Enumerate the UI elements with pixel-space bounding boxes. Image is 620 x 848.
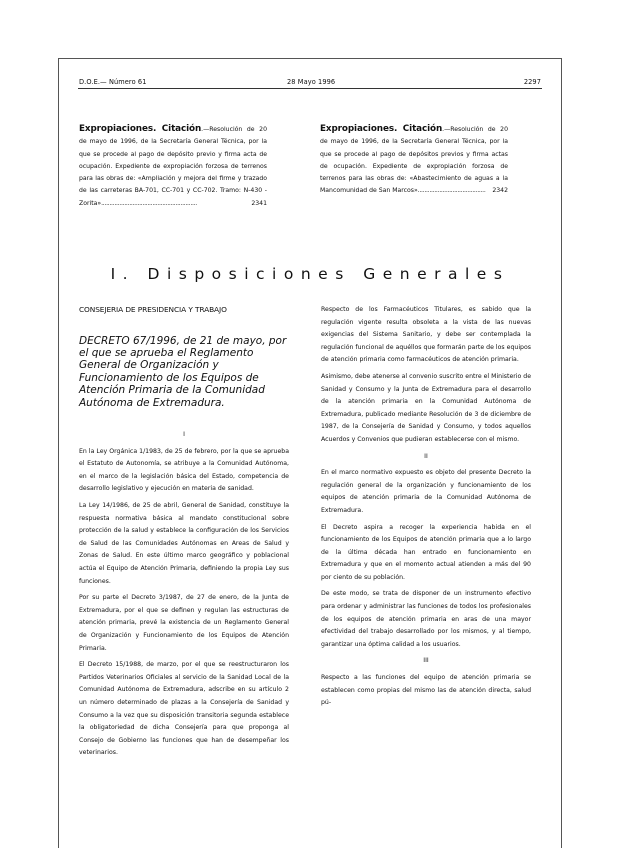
summary-text: .—Resolución de 20 de mayo de 1996, de la Secretaría General Técnica, por la que se procede al pago de depósito previo y firma acta de ocupación. Expediente de expropiación forzosa de terrenos para las obras de: «Ampliación y mejora del firme y trazado de las carreteras BA-701, CC-701 y CC-702. Tramo: N-430 - Zorita» [79,126,267,207]
paragraph: Asimismo, debe atenerse al convenio suscrito entre el Ministerio de Sanidad y Consumo y la Junta de Extremadura para el desarrollo de la atención primaria en la Comunidad Autónoma de Extremadura, publicado mediante Resolución de 3 de diciembre de 1987, de la Consejería de Sanidad y Consumo, y todos aquellos Acuerdos y Convenios que pudieran establecerse con el mismo. [321,372,532,443]
summary-leader-dots: .......................................................... [101,199,197,207]
section-numeral: III [423,657,429,665]
summary-title: Expropiaciones. Citación [320,124,443,134]
right-column [321,304,531,714]
summary-leader-dots: ......................................... [417,187,486,195]
section-numeral: I [183,431,185,439]
paragraph: El Decreto 15/1988, de marzo, por el que se reestructuraron los Partidos Veterinarios Oficiales al servicio de la Sanidad Local de la Comunidad Autónoma de Extremadura, adscribe en su artículo 2 un número determinado de plazas a la Consejería de Sanidad y Consumo a la vez que su disposición transitoria segunda establece la obligatoriedad de dicha Consejería para que proponga al Consejo de Gobierno las funciones que han de desempeñar los veterinarios. [79,661,289,757]
paragraph: Por su parte el Decreto 3/1987, de 27 de enero, de la Junta de Extremadura, por el que se definen y regulan las estructuras de atención primaria, prevé la existencia de un Reglamento General de Organización y Funcionamiento de los Equipos de Atención Primaria. [79,594,289,652]
summary-entry [79,123,267,210]
paragraph: En la Ley Orgánica 1/1983, de 25 de febrero, por la que se aprueba el Estatuto de Autonomía, se atribuye a la Comunidad Autónoma, en el marco de la legislación básica del Estado, competencia de desarrollo legislativo y ejecución en materia de sanidad. [79,447,289,493]
issuing-body: CONSEJERIA DE PRESIDENCIA Y TRABAJO [79,305,227,314]
summary-title: Expropiaciones. Citación [79,124,202,134]
summary-page: 2341 [251,199,267,207]
section-title: I. Disposiciones Generales [110,265,510,283]
paragraph: En el marco normativo expuesto es objeto del presente Decreto la regulación general de la organización y funcionamiento de los equipos de atención primaria de la Comunidad Autónoma de Extremadura. [321,469,531,514]
paragraph: Respecto a las funciones del equipo de atención primaria se establecen como propias del mismo las de atención directa, salud pú- [321,674,531,707]
decree-title: DECRETO 67/1996, de 21 de mayo, por el que se aprueba el Reglamento General de Organización y Funcionamiento de los Equipos de Atención Primaria de la Comunidad Autónoma de Extremadura. [79,334,287,409]
header-publication: D.O.E.— Número 61 [79,78,147,86]
left-column [79,304,289,764]
header-page-number: 2297 [523,78,541,86]
section-numeral: II [424,452,428,460]
paragraph: De este modo, se trata de disponer de un instrumento efectivo para ordenar y administrar las funciones de todos los profesionales de los equipos de atención primaria en aras de una mayor efectividad del trabajo desarrollado por los mismos, y al tiempo, garantizar una óptima calidad a los usuarios. [321,590,531,648]
summary-text: .—Resolución de 20 de mayo de 1996, de la Secretaría General Técnica, por la que se procede al pago de depósitos previos y firma actas de ocupación. Expediente de expropiación forzosa de terrenos para las obras de: «Abastecimiento de aguas a la Mancomunidad de San Marcos» [320,126,508,195]
paragraph: El Decreto aspira a recoger la experiencia habida en el funcionamiento de los Equipos de atención primaria que a lo largo de la última década han entrado en funcionamiento en Extremadura y que en el momento actual atienden a más del 90 por ciento de su población. [321,523,531,581]
summary-page: 2342 [492,187,508,195]
paragraph: La Ley 14/1986, de 25 de abril, General de Sanidad, constituye la respuesta normativa básica al mandato constitucional sobre protección de la salud y establece la configuración de los Servicios de Salud de las Comunidades Autónomas en Areas de Salud y Zonas de Salud. En este último marco geográfico y poblacional actúa el Equipo de Atención Primaria, definiendo la propia Ley sus funciones. [79,502,289,585]
header-date: 28 Mayo 1996 [287,78,336,86]
document-page [58,58,562,848]
summary-entry [320,123,508,198]
header-rule [78,88,542,89]
paragraph: Respecto de los Farmacéuticos Titulares, es sabido que la regulación vigente resulta obsoleta a la vista de las nuevas exigencias del Sistema Sanitario, y debe ser contemplada la regulación funcional de aquéllos que formarán parte de los equipos de atención primaria como farmacéuticos de atención primaria. [321,306,531,364]
